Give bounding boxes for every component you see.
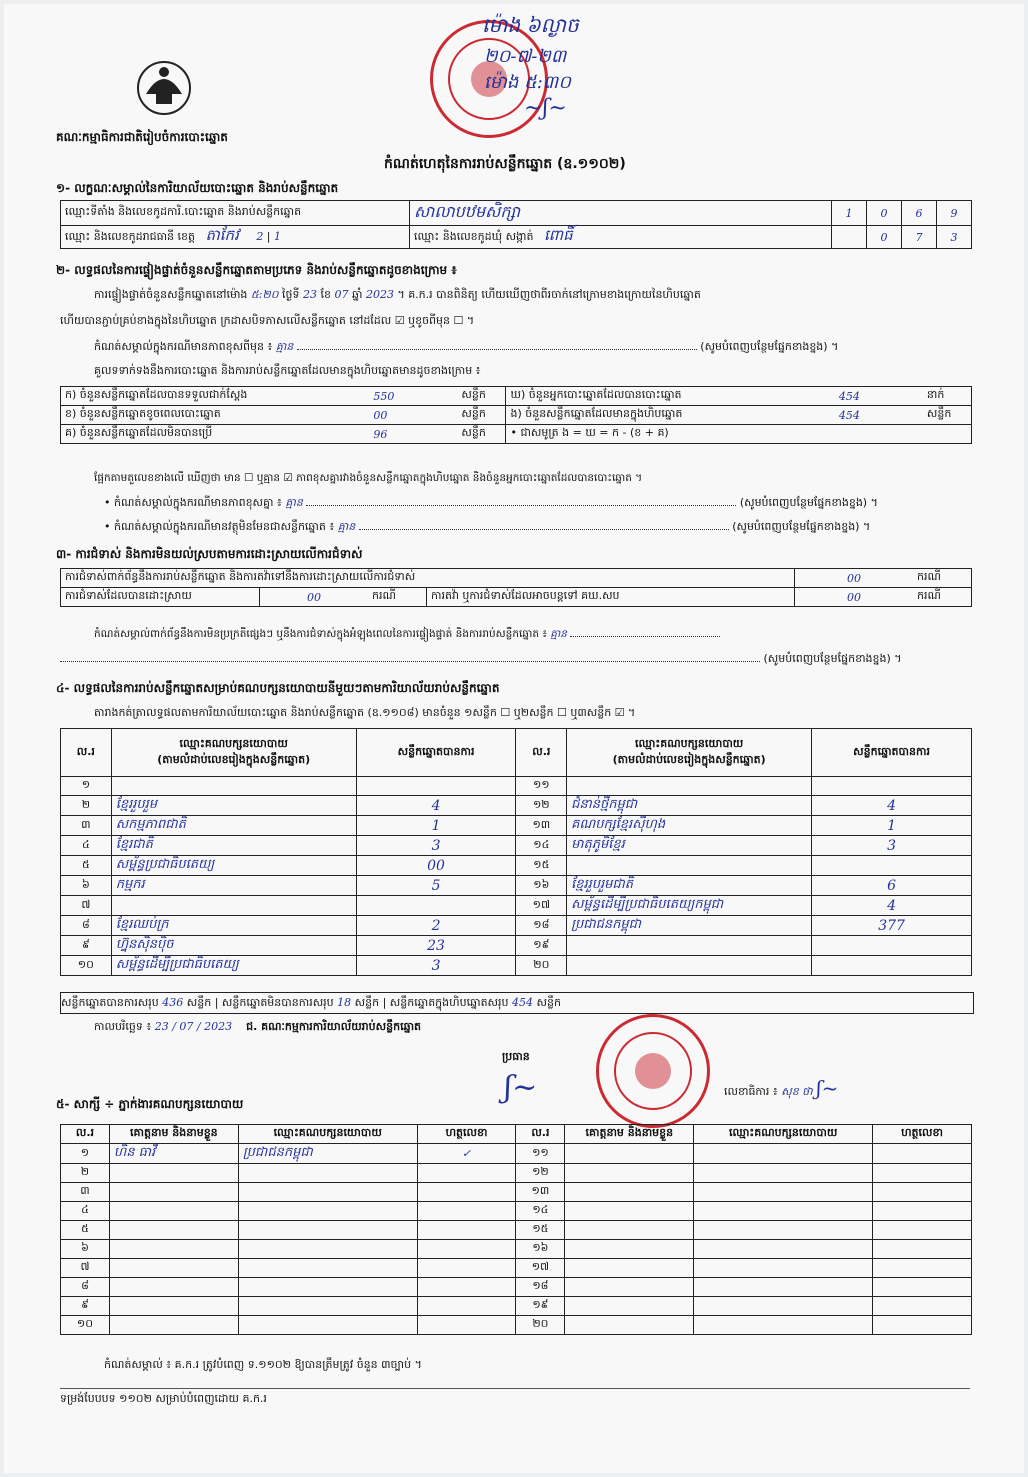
s2-line3: គួលទទាក់ទងនឹងការបោះឆ្នោត និងការរាប់សន្លឹកឆ្នោតដែលមានក្នុងហិបឆ្នោតមានដូចខាងក្រោម ៖ bbox=[94, 364, 481, 377]
s2-line1-d: ឆ្នាំ bbox=[351, 288, 363, 301]
s4-party-name: កម្មករ bbox=[115, 877, 145, 892]
s2-row-a-unit: សន្លឹក bbox=[457, 387, 506, 406]
s3-note-value: គ្មាន bbox=[550, 628, 567, 640]
s3-row2-value: 00 bbox=[307, 590, 321, 604]
s4-secretary-name: សុខ ថា bbox=[781, 1085, 813, 1098]
s1-commune-code-3: 3 bbox=[950, 230, 958, 244]
s5-no: ៣ bbox=[61, 1183, 110, 1202]
s5-no: ២ bbox=[61, 1164, 110, 1183]
s4-no-r: ១៥ bbox=[516, 856, 567, 876]
s4-party-votes: 3 bbox=[431, 957, 441, 974]
s4-intro: តារាងកត់ត្រាលទ្ធផលតាមការិយាល័យបោះឆ្នោត និងរាប់សន្លឹកឆ្នោត (ឧ.១១០៨) មានចំនួន ១សន្លឹក ☐ ឬ២សន្លឹក ☐ ឬ៣សន្លឹក ☑ ។ bbox=[94, 706, 636, 719]
s4-party-votes: 5 bbox=[431, 877, 441, 894]
s4-no-r: ១៣ bbox=[516, 816, 567, 836]
s5-table-row bbox=[61, 1144, 972, 1164]
s3-row1-value: 00 bbox=[847, 571, 861, 585]
secretary-signature: ʃ~ bbox=[816, 1076, 839, 1100]
s2-row-a-label: ក) ចំនួនសន្លឹកឆ្នោតដែលបានទទួលជាក់ស្តែង bbox=[61, 387, 370, 406]
s1-code-1: 1 bbox=[845, 206, 853, 220]
s4-no-r: ១២ bbox=[516, 796, 567, 816]
s1-commune-code-1: 0 bbox=[880, 230, 888, 244]
s5-col-sign: ហត្ថលេខា bbox=[417, 1125, 516, 1144]
s2-formula: • ជាសមូត្រ ង = ឃ = ក - (ខ + គ) bbox=[506, 425, 972, 444]
s5-no-r: ១១ bbox=[516, 1144, 565, 1164]
s4-party-name-r: សម្ព័ន្ធដើម្បីប្រជាធិបតេយ្យកម្ពុជា bbox=[571, 897, 724, 912]
s3-note-label: កំណត់សម្គាល់ពាក់ព័ន្ធនឹងការមិនប្រក្រតីផ្សេងៗ ឬនឹងការជំទាស់ក្នុងអំឡុងពេលនៃការផ្ទៀងផ្ទាត់ និងការរាប់សន្លឹកឆ្នោត ៖ bbox=[94, 628, 547, 640]
s4-party-votes: 4 bbox=[431, 797, 441, 814]
s5-footnote: កំណត់សម្គាល់ ៖ គ.ក.រ ត្រូវបំពេញ ទ.១១០២ ឱ្យបានត្រឹមត្រូវ ចំនួន ៣ច្បាប់ ។ bbox=[104, 1358, 422, 1371]
s2-row-e-label: ង) ចំនួនសន្លឹកឆ្នោតដែលមានក្នុងហិបឆ្នោត bbox=[506, 406, 835, 425]
s4-no-r: ១៧ bbox=[516, 896, 567, 916]
section5-heading: ៥- សាក្សី ÷ ភ្នាក់ងារគណបក្សនយោបាយ bbox=[56, 1097, 244, 1111]
s4-col-votes: សន្លឹកឆ្នោតបានការ bbox=[356, 729, 516, 777]
s4-party-votes: 3 bbox=[431, 837, 441, 854]
s4-table-row bbox=[61, 856, 972, 876]
s4-table-row bbox=[61, 916, 972, 936]
s3-row2-label-b: ការតវ៉ា ឬការជំទាស់ដែលអាចបន្តទៅ គឃ.សប bbox=[427, 588, 795, 607]
s5-no: ១០ bbox=[61, 1316, 110, 1335]
s4-date-line bbox=[94, 1020, 421, 1036]
form-title: កំណត់ហេតុនៃការរាប់សន្លឹកឆ្នោត (ឧ.១១០២) bbox=[384, 156, 626, 172]
s1-prov-code-2: 1 bbox=[274, 230, 282, 243]
s4-table-row bbox=[61, 876, 972, 896]
s4-no: ៦ bbox=[61, 876, 112, 896]
s2-row-d-label: ឃ) ចំនួនអ្នកបោះឆ្នោតដែលបានបោះឆ្នោត bbox=[506, 387, 835, 406]
s4-no: ២ bbox=[61, 796, 112, 816]
commission-name: គណៈកម្មាធិការជាតិរៀបចំការបោះឆ្នោត bbox=[56, 130, 228, 144]
s4-no-r: ១៩ bbox=[516, 936, 567, 956]
s3-row1-unit: ករណី bbox=[913, 569, 972, 588]
s4-no: ៧ bbox=[61, 896, 112, 916]
s5-col-no: ល.រ bbox=[61, 1125, 110, 1144]
s2-line2: ហើយបានភ្ជាប់គ្រប់ខាងក្នុងនៃហិបឆ្នោត ក្រដាសបិទភាសលើសន្លឹកឆ្នោត នៅដដែល ☑ ឬខូចពីមុន ☐ ។ bbox=[60, 314, 475, 327]
s3-row1-label: ការជំទាស់ពាក់ព័ន្ធនឹងការរាប់សន្លឹកឆ្នោត និងការតវ៉ាទៅនឹងការដោះស្រាយលើការជំទាស់ bbox=[61, 569, 795, 588]
s5-sign: ✓ bbox=[461, 1147, 472, 1160]
s4-party-name: សកម្មភាពជាតិ bbox=[115, 817, 186, 832]
s4-col-votes-r: សន្លឹកឆ្នោតបានការ bbox=[812, 729, 972, 777]
s4-total-valid-label: សន្លឹកឆ្នោតបានការសរុប bbox=[61, 996, 159, 1009]
s2-month: 07 bbox=[334, 288, 349, 301]
s4-table-row bbox=[61, 956, 972, 976]
s4-party-name: សម្ព័ន្ធប្រជាធិបតេយ្យ bbox=[115, 857, 215, 872]
s2-row-a bbox=[61, 387, 972, 406]
s2-row-d-unit: នាក់ bbox=[923, 387, 972, 406]
section2-table bbox=[60, 386, 972, 444]
s5-col-sign-r: ហត្ថលេខា bbox=[873, 1125, 972, 1144]
s2-year: 2023 bbox=[365, 288, 394, 301]
s2-row-e-unit: សន្លឹក bbox=[923, 406, 972, 425]
top-note-1: ម៉ោង ៦ល្ងាច bbox=[482, 13, 579, 37]
s4-total-box: 454 bbox=[512, 996, 533, 1009]
s4-total-box-label: សន្លឹកឆ្នោតក្នុងហិបឆ្នោតសរុប bbox=[389, 996, 509, 1009]
s5-no: ១ bbox=[61, 1144, 110, 1164]
s5-no-r: ១៥ bbox=[516, 1221, 565, 1240]
s4-party-votes-r: 377 bbox=[878, 917, 905, 934]
s4-no-r: ១៦ bbox=[516, 876, 567, 896]
s4-total-box-unit: សន្លឹក bbox=[536, 996, 561, 1009]
chair-signature: ʃ~ bbox=[504, 1070, 538, 1105]
s1-code-3: 6 bbox=[915, 206, 923, 220]
s4-no-r: ១៨ bbox=[516, 916, 567, 936]
s4-total-invalid: 18 bbox=[337, 996, 352, 1009]
top-signature: ~ʃ~ bbox=[524, 96, 567, 121]
nec-logo bbox=[132, 54, 196, 118]
s1-commune-code-2: 7 bbox=[915, 230, 923, 244]
s4-party-votes-r: 4 bbox=[887, 797, 897, 814]
s1-prov-code-1: 2 bbox=[256, 230, 264, 243]
section3-heading: ៣- ការជំទាស់ និងការមិនយល់ស្របតាមការដោះស្រាយលើការជំទាស់ bbox=[56, 547, 363, 561]
s4-date: 23 / 07 / 2023 bbox=[154, 1020, 233, 1033]
s2-row-b-value: 00 bbox=[373, 408, 388, 422]
s5-table-row bbox=[61, 1164, 972, 1183]
s3-note-suffix: (សូមបំពេញបន្ថែមផ្នែកខាងខ្នង) ។ bbox=[763, 652, 902, 665]
s2-note1-suffix: (សូមបំពេញបន្ថែមផ្នែកខាងខ្នង) ។ bbox=[700, 340, 839, 353]
s4-secretary: លេខាធិការ ៖ សុខ ថា ʃ~ bbox=[724, 1076, 839, 1100]
section1-table: ឈ្មោះទីតាំង និងលេខកូដការិ.បោះឆ្នោត និងរាប់សន្លឹកឆ្នោត សាលាបឋមសិក្សា 1 0 6 9 ឈ្មោះ និងលេខកូដរាជធានី ខេត្ត តាកែវ 2 | 1 ឈ្មោះ និងលេខកូដឃុំ សង្កាត់ ពោធិ៍ 0 7 3 bbox=[60, 200, 972, 249]
s2-line1-c: ខែ bbox=[320, 288, 331, 301]
s2-note3 bbox=[104, 520, 870, 536]
s4-total-invalid-unit: សន្លឹក bbox=[354, 996, 380, 1009]
s4-party-votes: 00 bbox=[427, 857, 445, 874]
s4-party-name-r: ខ្មែររួបរួមជាតិ bbox=[571, 877, 634, 892]
s3-row2-value-b: 00 bbox=[847, 590, 861, 604]
s4-table-row bbox=[61, 936, 972, 956]
s3-row2-unit: ករណី bbox=[368, 588, 427, 607]
s4-party-name: ខ្មែរជាតិ bbox=[115, 837, 153, 852]
s4-no: ១០ bbox=[61, 956, 112, 976]
section3-table bbox=[60, 568, 972, 607]
s4-no: ៤ bbox=[61, 836, 112, 856]
s5-no-r: ១៤ bbox=[516, 1202, 565, 1221]
s4-table-row bbox=[61, 777, 972, 796]
s4-commission-label: ជ. គណៈកម្មការការិយាល័យរាប់សន្លឹកឆ្នោត bbox=[246, 1020, 422, 1033]
s5-party: ប្រជាជនកម្ពុជា bbox=[242, 1145, 313, 1160]
s5-col-person-r: គោត្តនាម និងនាមខ្លួន bbox=[565, 1125, 694, 1144]
s3-row2-unit-b: ករណី bbox=[913, 588, 972, 607]
top-note-2: ២០-៧-២៣ bbox=[484, 46, 567, 67]
s2-note2 bbox=[104, 496, 878, 512]
s1-row2-label: ឈ្មោះ និងលេខកូដរាជធានី ខេត្ត bbox=[65, 230, 195, 243]
s4-party-name: ខ្មែរឈប់ក្រ bbox=[115, 917, 169, 932]
section2-heading: ២- លទ្ធផលនៃការផ្ទៀងផ្ទាត់ចំនួនសន្លឹកឆ្នោតតាមប្រភេទ និងរាប់សន្លឹកឆ្នោតដូចខាងក្រោម ៖ bbox=[56, 263, 457, 277]
s4-party-votes-r: 1 bbox=[887, 817, 897, 834]
s2-row-a-value: 550 bbox=[373, 389, 395, 403]
s2-time: ៥:២០ bbox=[250, 288, 279, 301]
footer-divider bbox=[60, 1388, 970, 1389]
s2-row-d-value: 454 bbox=[838, 389, 860, 403]
s4-party-name: ហ្វ៊ុនស៊ិនប៉ិច bbox=[115, 937, 174, 952]
s5-col-person: គោត្តនាម និងនាមខ្លួន bbox=[109, 1125, 238, 1144]
s1-row2-label-b: ឈ្មោះ និងលេខកូដឃុំ សង្កាត់ bbox=[414, 230, 534, 243]
s5-no: ៦ bbox=[61, 1240, 110, 1259]
s5-no-r: ១៨ bbox=[516, 1278, 565, 1297]
s5-col-no-r: ល.រ bbox=[516, 1125, 565, 1144]
s4-party-name-r: ប្រជាជនកម្ពុជា bbox=[571, 917, 642, 932]
s4-party-name-r: ជំនាន់ថ្មីកម្ពុជា bbox=[571, 797, 638, 812]
s4-total-valid: 436 bbox=[162, 996, 184, 1009]
s3-note bbox=[94, 628, 720, 643]
s4-col-no: ល.រ bbox=[61, 729, 112, 777]
s2-line1-b: ថ្ងៃទី bbox=[282, 288, 300, 301]
s4-party-votes-r: 4 bbox=[887, 897, 897, 914]
s4-no-r: ២០ bbox=[516, 956, 567, 976]
s4-totals: សន្លឹកឆ្នោតបានការសរុប 436 សន្លឹក | សន្លឹកឆ្នោតមិនបានការសរុប 18 សន្លឹក | សន្លឹកឆ្នោតក្នុងហិបឆ្នោតសរុប 454 សន្លឹក bbox=[60, 992, 974, 1014]
s2-row-b-label: ខ) ចំនួនសន្លឹកឆ្នោតខូចពេលបោះឆ្នោត bbox=[61, 406, 370, 425]
s4-party-name-r: មាតុភូមិខ្មែរ bbox=[571, 837, 625, 852]
s4-party-votes: 2 bbox=[431, 917, 441, 934]
section4-heading: ៤- លទ្ធផលនៃការរាប់សន្លឹកឆ្នោតសម្រាប់គណបក្សនយោបាយនីមួយៗតាមការិយាល័យរាប់សន្លឹកឆ្នោត bbox=[56, 681, 500, 695]
s2-note3-value: គ្មាន bbox=[337, 520, 356, 533]
s4-party-name: សម្ព័ន្ធដើម្បីប្រជាធិបតេយ្យ bbox=[115, 957, 239, 972]
s5-col-party-r: ឈ្មោះគណបក្សនយោបាយ bbox=[694, 1125, 873, 1144]
s4-table-row bbox=[61, 816, 972, 836]
s5-no-r: ១២ bbox=[516, 1164, 565, 1183]
s4-col-no-r: ល.រ bbox=[516, 729, 567, 777]
section1-heading: ១- លក្ខណៈសម្គាល់នៃការិយាល័យបោះឆ្នោត និងរាប់សន្លឹកឆ្នោត bbox=[56, 181, 339, 195]
s1-code-4: 9 bbox=[950, 206, 958, 220]
s5-table-row bbox=[61, 1183, 972, 1202]
official-stamp-bottom bbox=[596, 1014, 710, 1128]
s2-row-c-unit: សន្លឹក bbox=[457, 425, 506, 444]
s4-no-r: ១៤ bbox=[516, 836, 567, 856]
s5-table-row bbox=[61, 1202, 972, 1221]
s5-no-r: ១៧ bbox=[516, 1259, 565, 1278]
top-note-3: ម៉ោង ៥:៣០ bbox=[484, 72, 571, 93]
s4-col-name-sub-r: (តាមលំដាប់លេខរៀងក្នុងសន្លឹកឆ្នោត) bbox=[612, 752, 766, 766]
s4-no: ១ bbox=[61, 777, 112, 796]
s4-table-row bbox=[61, 896, 972, 916]
s2-line1-a: ការផ្ទៀងផ្ទាត់ចំនួនសន្លឹកឆ្នោតនៅម៉ោង bbox=[94, 288, 248, 301]
s5-table-row bbox=[61, 1316, 972, 1335]
s5-table-row bbox=[61, 1221, 972, 1240]
s4-total-invalid-label: សន្លឹកឆ្នោតមិនបានការសរុប bbox=[221, 996, 334, 1009]
s2-note1-label: កំណត់សម្គាល់ក្នុងករណីមានភាពខុសពីមុន ៖ bbox=[94, 340, 273, 353]
s2-line1 bbox=[94, 288, 701, 304]
s1-row1-label: ឈ្មោះទីតាំង និងលេខកូដការិ.បោះឆ្នោត និងរាប់សន្លឹកឆ្នោត bbox=[61, 201, 410, 226]
s4-no: ៨ bbox=[61, 916, 112, 936]
s4-col-name-text: ឈ្មោះគណបក្សនយោបាយ bbox=[179, 736, 288, 750]
s2-note1-value: គ្មាន bbox=[275, 340, 294, 353]
s5-table-row bbox=[61, 1278, 972, 1297]
s3-note-line2 bbox=[60, 652, 902, 668]
section4-table bbox=[60, 728, 972, 976]
s5-no-r: ១៦ bbox=[516, 1240, 565, 1259]
s4-col-name-sub: (តាមលំដាប់លេខរៀងក្នុងសន្លឹកឆ្នោត) bbox=[157, 752, 311, 766]
s4-table-row bbox=[61, 836, 972, 856]
s5-no: ៩ bbox=[61, 1297, 110, 1316]
s1-row1-value: សាលាបឋមសិក្សា bbox=[414, 202, 521, 221]
s2-note2-label: • កំណត់សម្គាល់ក្នុងករណីមានភាពខុសគ្នា ៖ bbox=[104, 496, 282, 509]
s4-col-name-text-r: ឈ្មោះគណបក្សនយោបាយ bbox=[635, 736, 744, 750]
s5-no-r: ១៩ bbox=[516, 1297, 565, 1316]
s5-no-r: ២០ bbox=[516, 1316, 565, 1335]
s4-no-r: ១១ bbox=[516, 777, 567, 796]
s4-col-name-r bbox=[567, 729, 812, 777]
s2-row-b-unit: សន្លឹក bbox=[457, 406, 506, 425]
s4-table-row bbox=[61, 796, 972, 816]
s4-party-votes-r: 6 bbox=[887, 877, 897, 894]
s2-note2-value: គ្មាន bbox=[285, 496, 303, 509]
s2-line4: ផ្អែកតាមតួលេខខាងលើ ឃើញថា មាន ☐ ឬគ្មាន ☑ ភាពខុសគ្នារវាងចំនួនសន្លឹកឆ្នោតក្នុងហិបឆ្នោត និងចំនួនអ្នកបោះឆ្នោតដែលបានបោះឆ្នោត ។ bbox=[94, 472, 643, 484]
s4-chair-label: ប្រធាន bbox=[502, 1050, 530, 1063]
s2-row-c bbox=[61, 425, 972, 444]
s2-note3-label: • កំណត់សម្គាល់ក្នុងករណីមានវត្ថុមិនមែនជាសន្លឹកឆ្នោត ៖ bbox=[104, 520, 335, 533]
s4-party-votes: 23 bbox=[427, 937, 445, 954]
s1-row2-value: តាកែវ bbox=[205, 226, 239, 244]
s4-no: ៩ bbox=[61, 936, 112, 956]
s5-no: ៧ bbox=[61, 1259, 110, 1278]
s4-no: ៥ bbox=[61, 856, 112, 876]
s1-row2-value-b: ពោធិ៍ bbox=[544, 226, 573, 244]
s5-person: ហិន ធាវី bbox=[113, 1145, 156, 1160]
s2-row-e-value: 454 bbox=[838, 408, 860, 422]
s2-line1-e: ។ គ.ក.រ បានពិនិត្យ ហើយឃើញថាពីរចាក់នៅក្រោមខាងក្រោយនៃហិបឆ្នោត bbox=[397, 288, 701, 301]
s4-party-votes-r: 3 bbox=[887, 837, 897, 854]
s5-no: ៥ bbox=[61, 1221, 110, 1240]
form-note: ទម្រង់បែបបទ ១១០២ សម្រាប់បំពេញដោយ គ.ក.រ bbox=[60, 1392, 267, 1405]
s2-day: 23 bbox=[302, 288, 317, 301]
s4-date-label: កាលបរិច្ឆេទ ៖ bbox=[94, 1020, 152, 1033]
s1-code-2: 0 bbox=[880, 206, 888, 220]
s3-row2-label: ការជំទាស់ដែលបានដោះស្រាយ bbox=[61, 588, 260, 607]
s2-row-c-value: 96 bbox=[373, 427, 388, 441]
s2-note2-suffix: (សូមបំពេញបន្ថែមផ្នែកខាងខ្នង) ។ bbox=[739, 496, 878, 509]
section5-table bbox=[60, 1124, 972, 1335]
s4-secretary-label: លេខាធិការ bbox=[724, 1085, 770, 1098]
s5-table-row bbox=[61, 1297, 972, 1316]
s2-row-c-label: គ) ចំនួនសន្លឹកឆ្នោតដែលមិនបានប្រើ bbox=[61, 425, 370, 444]
s5-no: ៨ bbox=[61, 1278, 110, 1297]
s2-note1 bbox=[94, 340, 838, 356]
s2-row-b bbox=[61, 406, 972, 425]
s5-col-party: ឈ្មោះគណបក្សនយោបាយ bbox=[238, 1125, 417, 1144]
s4-col-name bbox=[111, 729, 356, 777]
s2-note3-suffix: (សូមបំពេញបន្ថែមផ្នែកខាងខ្នង) ។ bbox=[732, 520, 871, 533]
s5-table-row bbox=[61, 1240, 972, 1259]
s5-no-r: ១៣ bbox=[516, 1183, 565, 1202]
s4-party-votes: 1 bbox=[431, 817, 441, 834]
s5-table-row bbox=[61, 1259, 972, 1278]
s4-total-valid-unit: សន្លឹក bbox=[186, 996, 212, 1009]
s4-party-name-r: គណបក្សខ្មែរស៊ីហុង bbox=[571, 817, 666, 832]
s4-party-name: ខ្មែររួបរួម bbox=[115, 797, 157, 812]
s4-no: ៣ bbox=[61, 816, 112, 836]
s5-no: ៤ bbox=[61, 1202, 110, 1221]
form-sheet bbox=[4, 4, 1024, 1473]
